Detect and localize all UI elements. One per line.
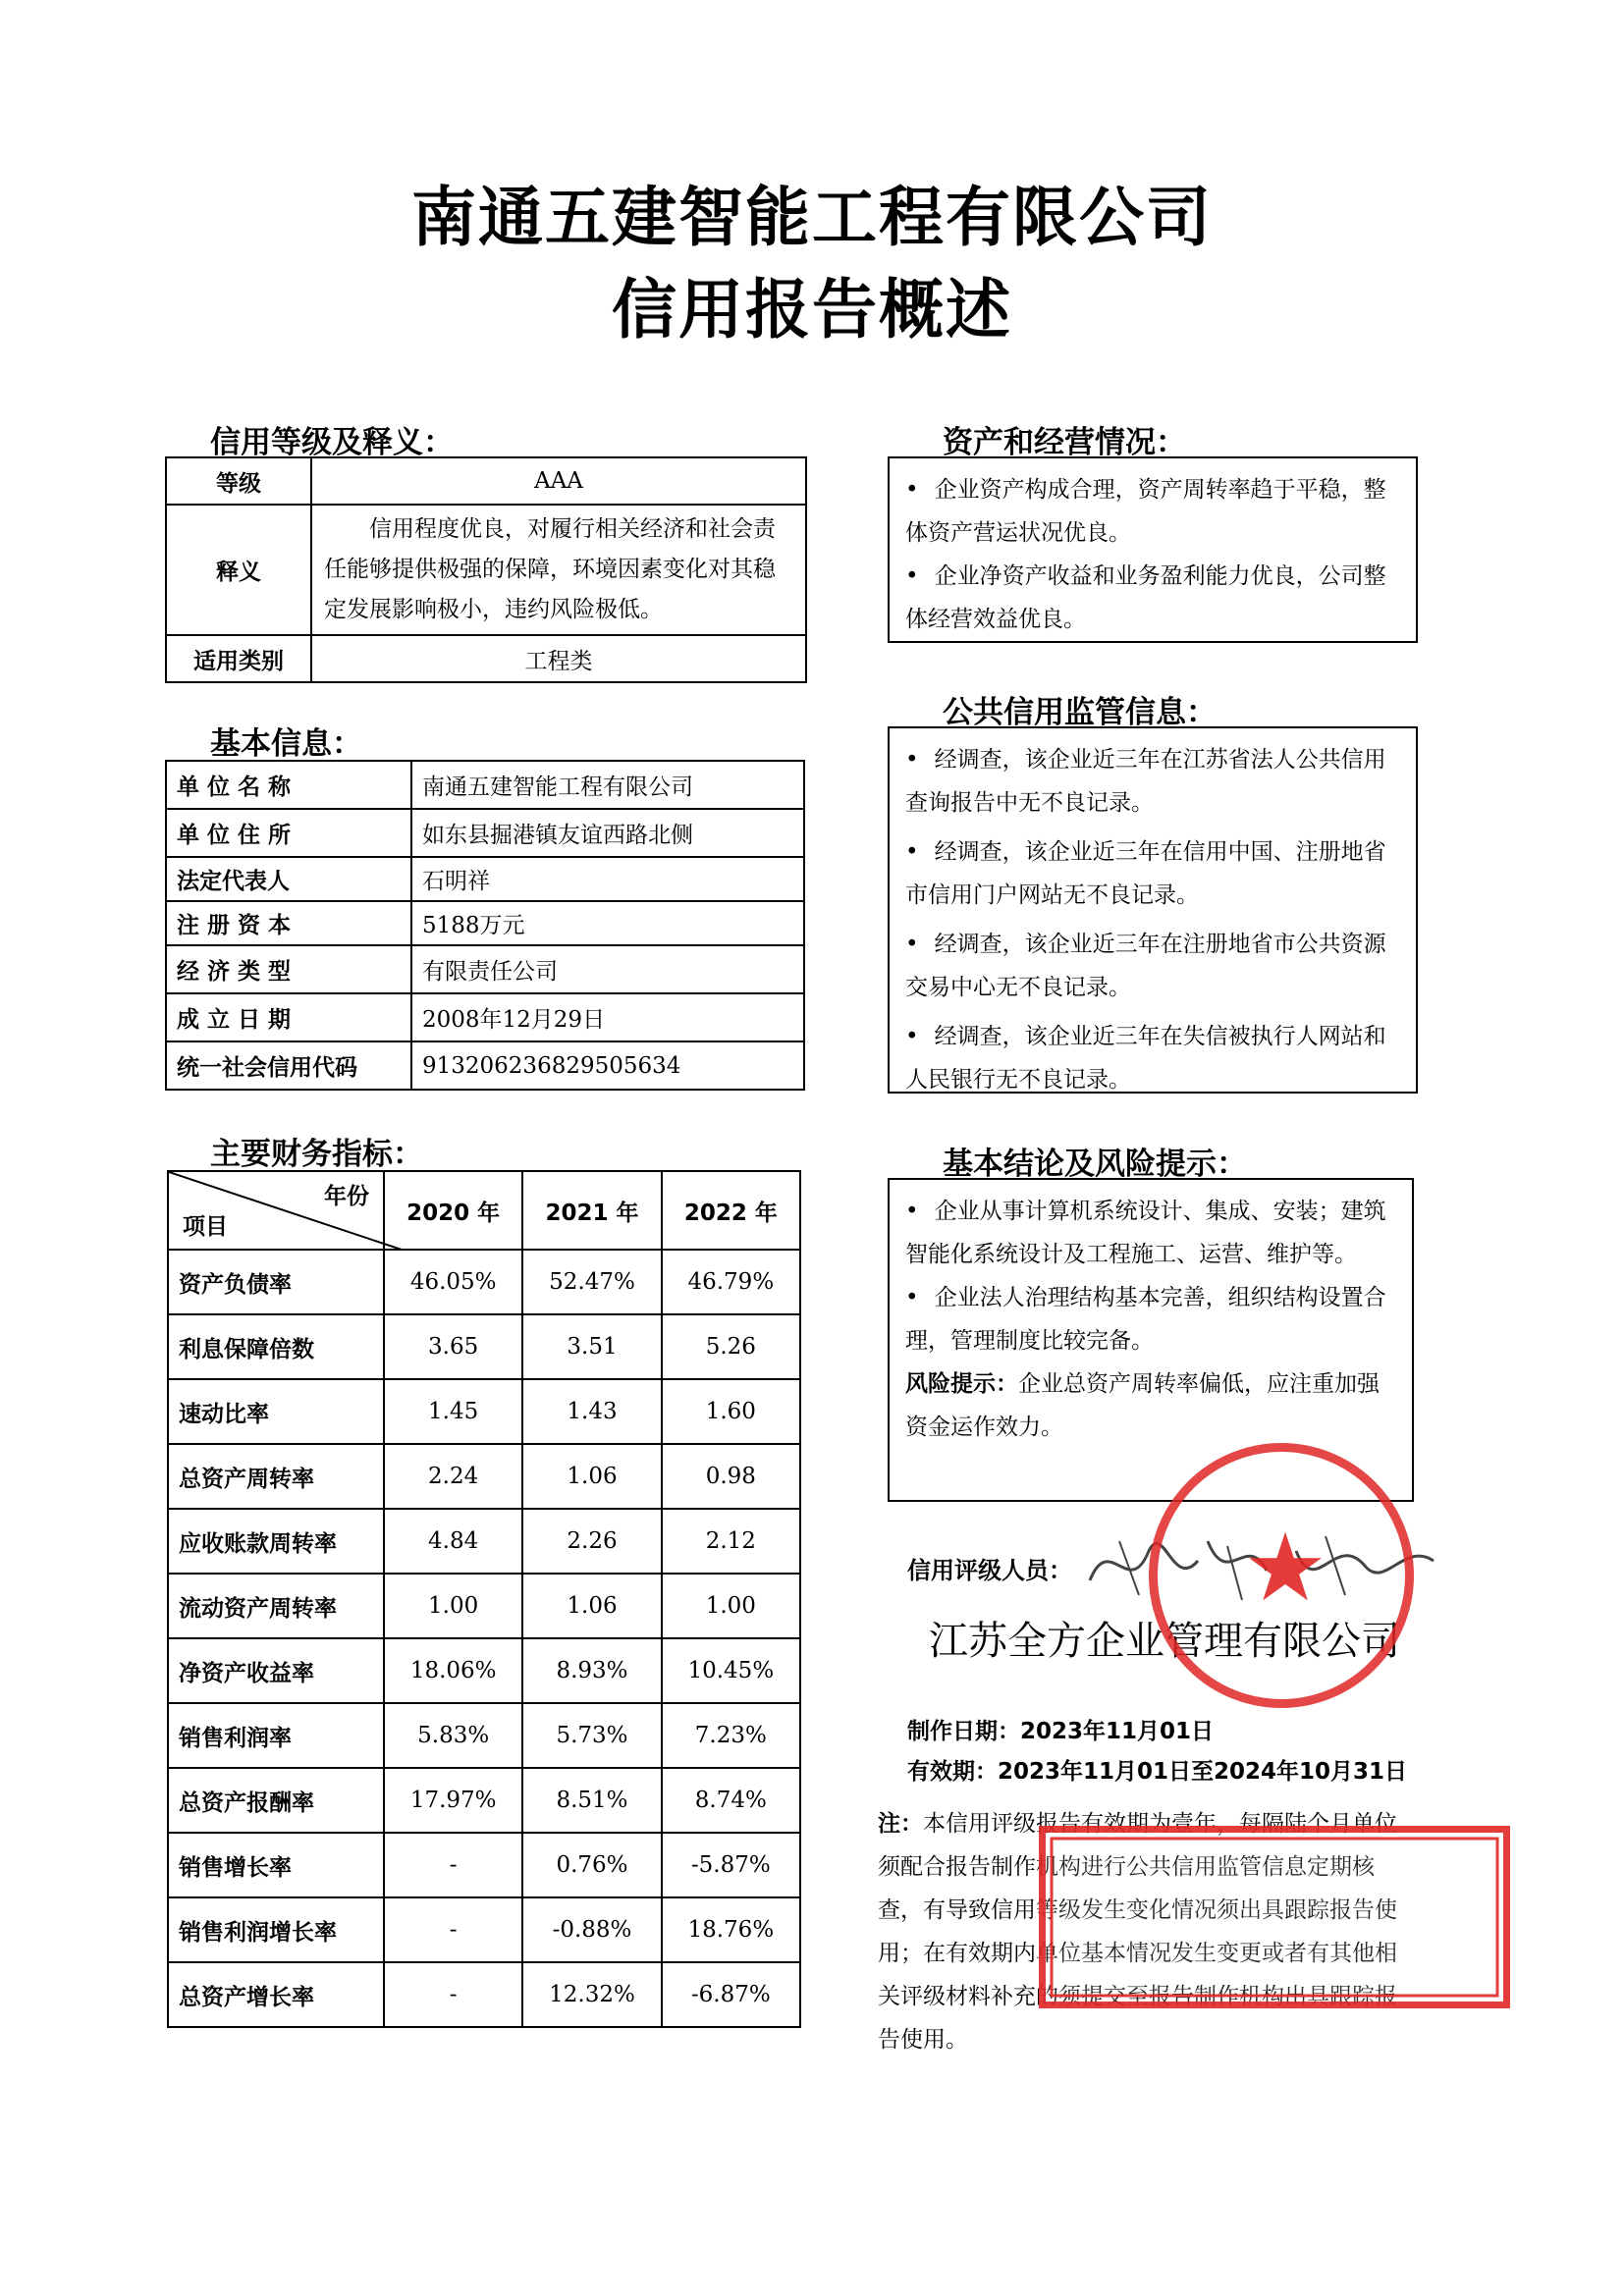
assets-ops-item: • 企业资产构成合理，资产周转率趋于平稳，整体资产营运状况优良。 (905, 468, 1402, 555)
financials-value-cell: - (384, 1962, 522, 2027)
report-title-company: 南通五建智能工程有限公司 (411, 180, 1213, 255)
assets-ops-item: • 企业净资产收益和业务盈利能力优良，公司整体经营效益优良。 (905, 555, 1402, 641)
financials-year-header: 2022 年 (662, 1171, 800, 1250)
financials-value-cell: 3.51 (522, 1314, 661, 1379)
financials-row (168, 1833, 800, 1897)
basic-info-value: 石明祥 (411, 857, 804, 901)
conclusion-item: • 企业从事计算机系统设计、集成、安装；建筑智能化系统设计及工程施工、运营、维护等。 (905, 1190, 1398, 1276)
basic-info-value: 2008年12月29日 (411, 993, 804, 1041)
seal-inner-border (1046, 1833, 1503, 2002)
made-date-label: 制作日期： (907, 1719, 1020, 1744)
rating-category-label: 适用类别 (166, 635, 311, 682)
basic-info-value: 如东县掘港镇友谊西路北侧 (411, 809, 804, 857)
financials-table (167, 1170, 801, 2028)
financials-value-cell: 2.24 (384, 1444, 522, 1509)
financials-value-cell: 12.32% (522, 1962, 661, 2027)
financials-value-cell: 0.76% (522, 1833, 661, 1897)
rater-label: 信用评级人员： (907, 1557, 1072, 1584)
financials-row (168, 1897, 800, 1962)
public-credit-item: • 经调查，该企业近三年在注册地省市公共资源交易中心无不良记录。 (905, 923, 1402, 1009)
financials-value-cell: 5.73% (522, 1703, 661, 1768)
financials-value-cell: 8.93% (522, 1638, 661, 1703)
financials-row (168, 1379, 800, 1444)
financials-item-label: 速动比率 (168, 1379, 384, 1444)
valid-period (907, 1753, 1407, 1786)
rating-table (165, 456, 807, 683)
financials-corner-cell (168, 1171, 384, 1250)
basic-info-label: 单 位 名 称 (166, 761, 411, 809)
financials-item-label: 利息保障倍数 (168, 1314, 384, 1379)
financials-value-cell: 46.05% (384, 1250, 522, 1314)
financials-value-cell: 8.51% (522, 1768, 661, 1833)
financials-item-label: 销售增长率 (168, 1833, 384, 1897)
financials-value-cell: 8.74% (662, 1768, 800, 1833)
electronic-public-seal (1039, 1826, 1510, 2008)
financials-year-header: 2021 年 (522, 1171, 661, 1250)
basic-info-heading: 基本信息： (210, 726, 362, 762)
rating-grade-value: AAA (311, 457, 806, 505)
made-date-value: 2023年11月01日 (1020, 1719, 1215, 1744)
risk-tip (905, 1362, 1398, 1449)
financials-value-cell: 17.97% (384, 1768, 522, 1833)
financials-value-cell: 1.45 (384, 1379, 522, 1444)
assets-ops-box (888, 456, 1418, 643)
basic-info-value: 5188万元 (411, 901, 804, 945)
financials-row (168, 1574, 800, 1638)
report-title-subtitle: 信用报告概述 (612, 272, 1012, 347)
basic-info-value: 913206236829505634 (411, 1041, 804, 1090)
rating-meaning-value: 信用程度优良，对履行相关经济和社会责任能够提供极强的保障，环境因素变化对其稳定发展影响极小，违约风险极低。 (311, 505, 806, 635)
basic-info-value: 南通五建智能工程有限公司 (411, 761, 804, 809)
financials-corner-item: 项目 (183, 1214, 228, 1240)
conclusion-item: • 企业法人治理结构基本完善，组织结构设置合理，管理制度比较完备。 (905, 1276, 1398, 1362)
rating-grade-label: 等级 (166, 457, 311, 505)
financials-row (168, 1314, 800, 1379)
financials-value-cell: 2.12 (662, 1509, 800, 1574)
public-credit-item: • 经调查，该企业近三年在失信被执行人网站和人民银行无不良记录。 (905, 1015, 1402, 1101)
assets-ops-heading: 资产和经营情况： (943, 425, 1186, 460)
financials-row (168, 1962, 800, 2027)
public-credit-heading: 公共信用监管信息： (943, 695, 1217, 730)
basic-info-label: 单 位 住 所 (166, 809, 411, 857)
financials-value-cell: 18.76% (662, 1897, 800, 1962)
financials-value-cell: 1.06 (522, 1574, 661, 1638)
financials-value-cell: -6.87% (662, 1962, 800, 2027)
financials-item-label: 总资产报酬率 (168, 1768, 384, 1833)
risk-tip-label: 风险提示： (905, 1371, 1018, 1397)
financials-value-cell: -0.88% (522, 1897, 661, 1962)
financials-item-label: 销售利润增长率 (168, 1897, 384, 1962)
basic-info-label: 注 册 资 本 (166, 901, 411, 945)
financials-value-cell: 10.45% (662, 1638, 800, 1703)
valid-period-label: 有效期： (907, 1759, 998, 1785)
financials-row (168, 1703, 800, 1768)
financials-row (168, 1768, 800, 1833)
financials-value-cell: 5.26 (662, 1314, 800, 1379)
basic-info-label: 统一社会信用代码 (166, 1041, 411, 1090)
financials-value-cell: - (384, 1833, 522, 1897)
financials-value-cell: 3.65 (384, 1314, 522, 1379)
financials-item-label: 净资产收益率 (168, 1638, 384, 1703)
financials-item-label: 应收账款周转率 (168, 1509, 384, 1574)
financials-row (168, 1444, 800, 1509)
financials-value-cell: 1.60 (662, 1379, 800, 1444)
validity-note-text: 本信用评级报告有效期为壹年，每隔陆个月单位须配合报告制作机构进行公共信用监管信息定期核查，有导致信用等级发生变化情况须出具跟踪报告使用；在有效期内单位基本情况发生变更或者有其他相关评级材料补充的须提交至报告制作机构出具跟踪报告使用。 (878, 1811, 1397, 2053)
financials-value-cell: 0.98 (662, 1444, 800, 1509)
financials-value-cell: 1.00 (384, 1574, 522, 1638)
financials-value-cell: 5.83% (384, 1703, 522, 1768)
financials-item-label: 销售利润率 (168, 1703, 384, 1768)
public-credit-item: • 经调查，该企业近三年在信用中国、注册地省市信用门户网站无不良记录。 (905, 830, 1402, 917)
rating-meaning-label: 释义 (166, 505, 311, 635)
financials-item-label: 资产负债率 (168, 1250, 384, 1314)
seal-star-icon: ★ (1243, 1513, 1328, 1623)
financials-item-label: 流动资产周转率 (168, 1574, 384, 1638)
basic-info-table (165, 760, 805, 1091)
financials-value-cell: 1.06 (522, 1444, 661, 1509)
issuer-company: 江苏全方企业管理有限公司 (929, 1619, 1400, 1664)
financials-value-cell: 1.00 (662, 1574, 800, 1638)
financials-value-cell: 2.26 (522, 1509, 661, 1574)
company-round-seal (1149, 1443, 1414, 1708)
basic-info-label: 成 立 日 期 (166, 993, 411, 1041)
validity-note-label: 注： (878, 1811, 923, 1837)
financials-row (168, 1638, 800, 1703)
financials-value-cell: 7.23% (662, 1703, 800, 1768)
financials-corner-year: 年份 (324, 1184, 369, 1209)
financials-value-cell: 46.79% (662, 1250, 800, 1314)
rating-section-heading: 信用等级及释义： (210, 425, 454, 460)
financials-item-label: 总资产增长率 (168, 1962, 384, 2027)
valid-period-value: 2023年11月01日至2024年10月31日 (998, 1759, 1408, 1785)
conclusion-box (888, 1178, 1414, 1502)
financials-row (168, 1250, 800, 1314)
made-date (907, 1713, 1214, 1745)
risk-tip-text: 企业总资产周转率偏低，应注重加强资金运作效力。 (905, 1371, 1380, 1440)
conclusion-heading: 基本结论及风险提示： (943, 1147, 1247, 1182)
basic-info-label: 法定代表人 (166, 857, 411, 901)
financials-value-cell: -5.87% (662, 1833, 800, 1897)
financials-value-cell: 4.84 (384, 1509, 522, 1574)
public-credit-box (888, 726, 1418, 1094)
financials-item-label: 总资产周转率 (168, 1444, 384, 1509)
financials-value-cell: 1.43 (522, 1379, 661, 1444)
public-credit-item: • 经调查，该企业近三年在江苏省法人公共信用查询报告中无不良记录。 (905, 738, 1402, 825)
basic-info-label: 经 济 类 型 (166, 945, 411, 993)
financials-heading: 主要财务指标： (210, 1137, 423, 1172)
financials-value-cell: 52.47% (522, 1250, 661, 1314)
rating-category-value: 工程类 (311, 635, 806, 682)
financials-year-header: 2020 年 (384, 1171, 522, 1250)
financials-value-cell: - (384, 1897, 522, 1962)
basic-info-value: 有限责任公司 (411, 945, 804, 993)
financials-value-cell: 18.06% (384, 1638, 522, 1703)
financials-row (168, 1509, 800, 1574)
